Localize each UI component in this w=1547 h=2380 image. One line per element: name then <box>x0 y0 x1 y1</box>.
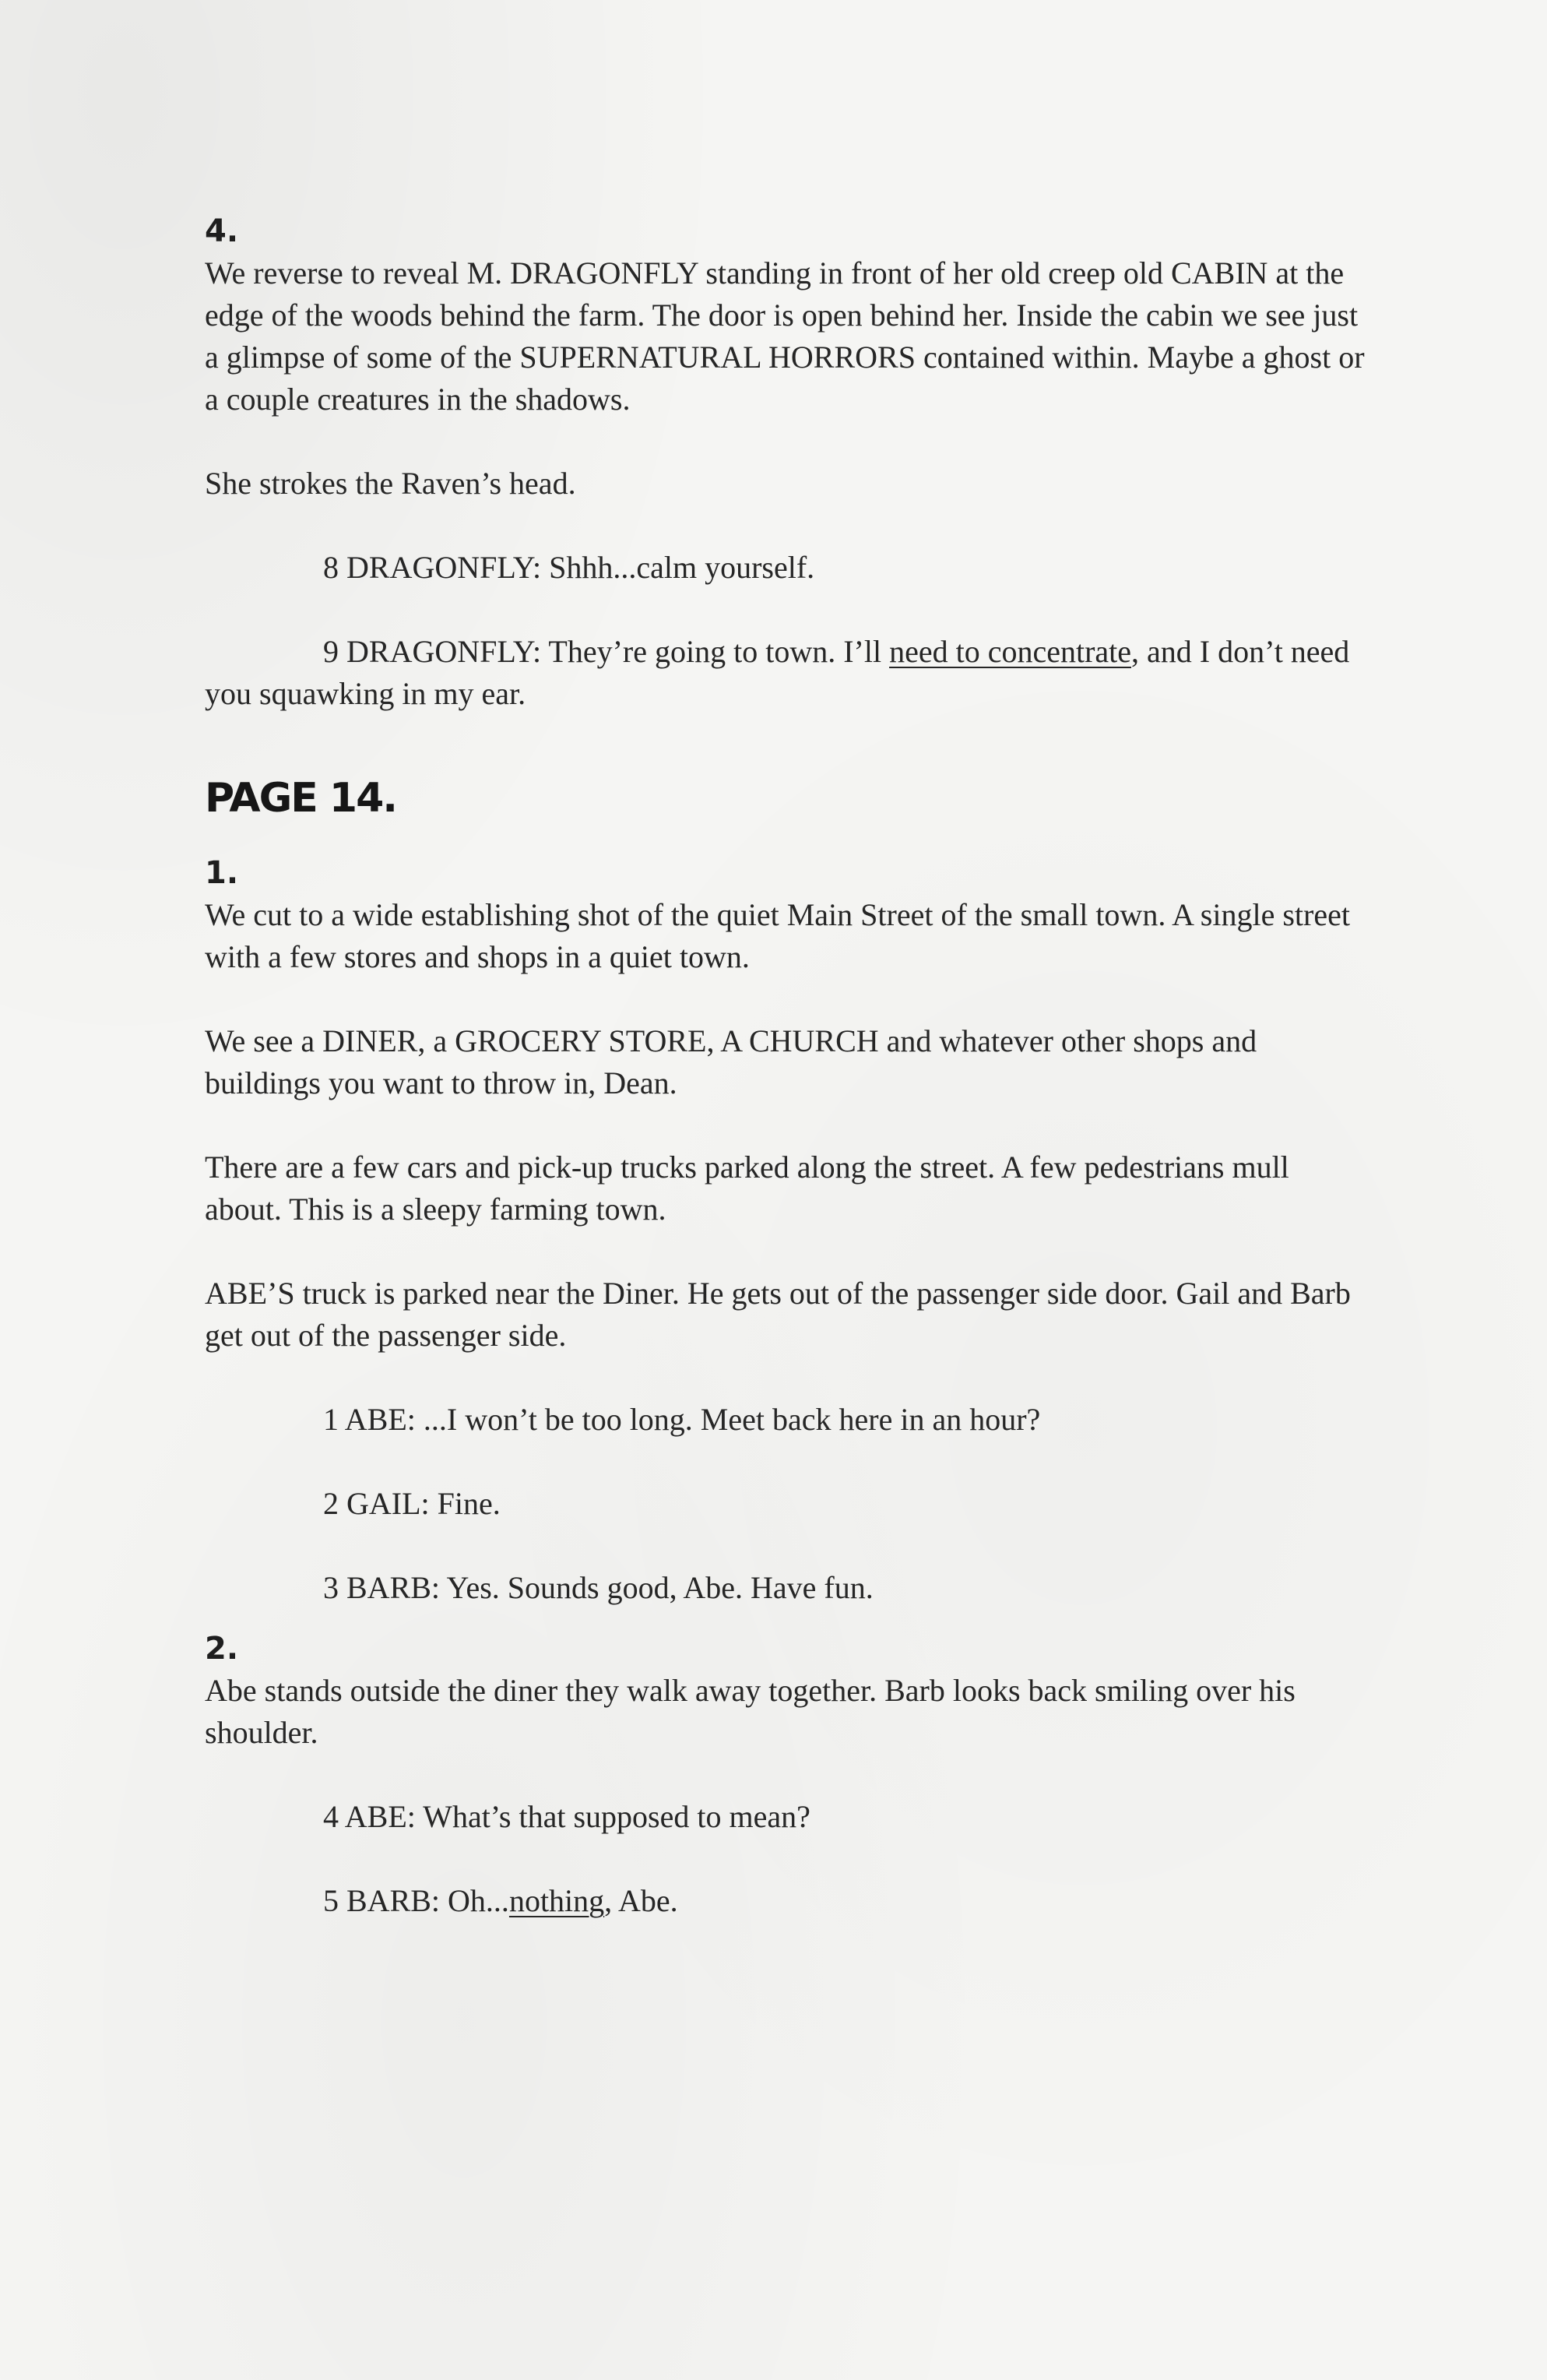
panel-1-description-2: We see a DINER, a GROCERY STORE, A CHURCH and whatever other shops and buildings you want to throw in, Dean. <box>205 1023 1257 1100</box>
dialog-3-barb: 3 BARB: Yes. Sounds good, Abe. Have fun. <box>323 1570 874 1605</box>
dialog-9-dragonfly <box>205 631 1373 715</box>
dialog-5-underlined-text: nothing <box>508 1883 605 1918</box>
dialog-9-underlined-text: need to concentrate <box>889 634 1132 669</box>
panel-1-description-3: There are a few cars and pick-up trucks parked along the street. A few pedestrians mull about. This is a sleepy farming town. <box>205 1150 1289 1227</box>
panel-2-description: Abe stands outside the diner they walk away together. Barb looks back smiling over his shoulder. <box>205 1673 1296 1750</box>
script-content <box>205 210 1373 1964</box>
dialog-9-text-end: , and I don’t need you squawking in my ear. <box>205 634 1350 711</box>
panel-4-description: We reverse to reveal M. DRAGONFLY standing in front of her old creep old CABIN at the edge of the woods behind the farm. The door is open behind her. Inside the cabin we see just a glimpse of some of the SUPERNATURAL HORRORS contained within. Maybe a ghost or a couple creatures in the shadows. <box>205 255 1365 417</box>
panel-number-2: 2. <box>205 1631 239 1667</box>
panel-4-action: She strokes the Raven’s head. <box>205 466 576 501</box>
dialog-9-text-start: 9 DRAGONFLY: They’re going to town. I’ll <box>323 634 890 669</box>
page-heading: PAGE 14. <box>205 775 397 822</box>
dialog-4-abe: 4 ABE: What’s that supposed to mean? <box>323 1799 810 1834</box>
panel-number-4: 4. <box>205 213 239 249</box>
panel-1-description-1: We cut to a wide establishing shot of the quiet Main Street of the small town. A single street with a few stores and shops in a quiet town. <box>205 897 1350 974</box>
dialog-2-gail: 2 GAIL: Fine. <box>323 1486 501 1521</box>
dialog-5-text-start: 5 BARB: Oh... <box>323 1883 509 1918</box>
panel-1-description-4: ABE’S truck is parked near the Diner. He gets out of the passenger side door. Gail and Barb get out of the passenger side. <box>205 1276 1351 1353</box>
dialog-5-barb <box>205 1880 1373 1922</box>
dialog-1-abe: 1 ABE: ...I won’t be too long. Meet back here in an hour? <box>323 1402 1041 1437</box>
panel-number-1: 1. <box>205 855 239 891</box>
dialog-8-dragonfly: 8 DRAGONFLY: Shhh...calm yourself. <box>323 550 815 585</box>
dialog-5-text-end: , Abe. <box>604 1883 678 1918</box>
